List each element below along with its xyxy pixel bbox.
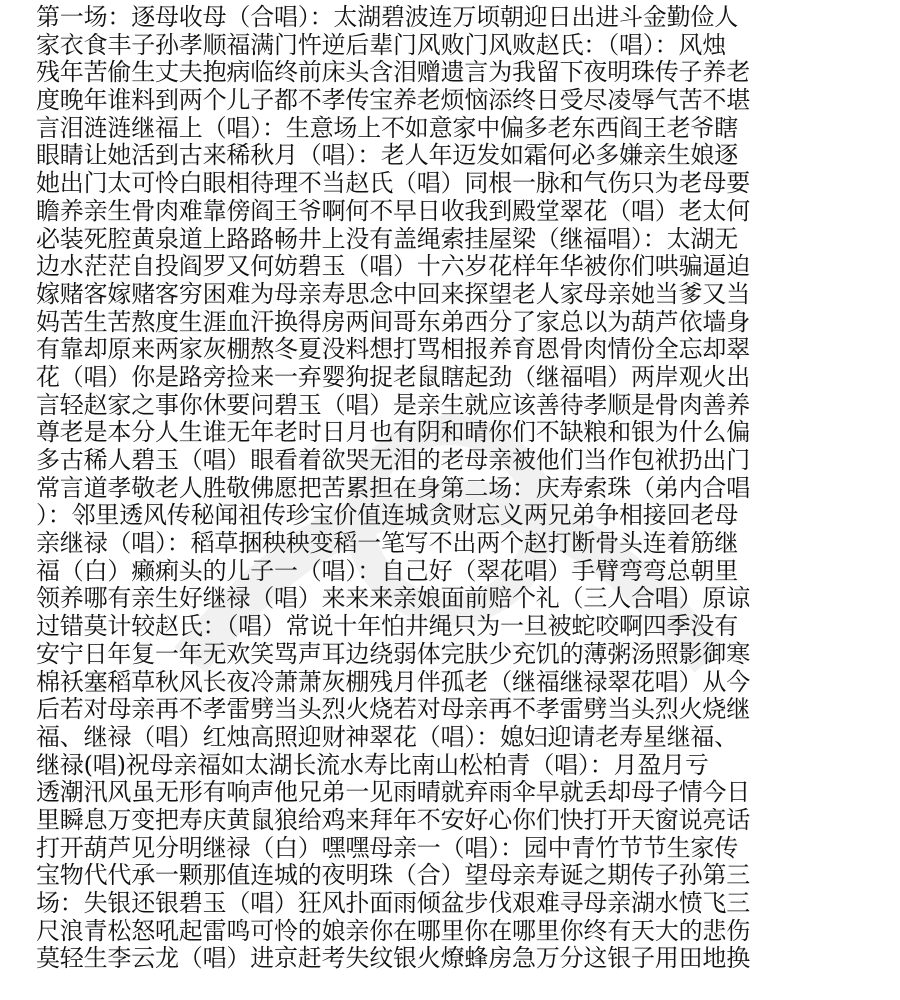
text-line: 尊老是本分人生谁无年老时日月也有阴和晴你们不缺粮和银为什么偏 [36, 419, 750, 447]
text-line: 福（白）癞痢头的儿子一（唱）：自己好（翠花唱）手臂弯弯总朝里 [36, 557, 738, 585]
text-line: 常言道孝敬老人胜敬佛愿把苦累担在身第二场：庆寿索珠（弟内合唱 [36, 474, 750, 502]
text-line: 继禄(唱)祝母亲福如太湖长流水寿比南山松柏青（唱）：月盈月亏 [36, 751, 709, 779]
text-line: 棉袄塞稻草秋风长夜冷萧萧灰棚残月伴孤老（继福继禄翠花唱）从今 [36, 668, 750, 696]
text-line: 亲继禄（唱）：稻草捆秧秧变稻一笔写不出两个赵打断骨头连着筋继 [36, 530, 738, 558]
text-line: 言泪涟涟继福上（唱）：生意场上不如意家中偏多老东西阎王老爷瞎 [36, 114, 738, 142]
text-line: 花（唱）你是路旁捡来一弃婴狗捉老鼠瞎起劲（继福唱）两岸观火出 [36, 363, 750, 391]
text-line: 眼睛让她活到古来稀秋月（唱）：老人年迈发如霜何必多嫌亲生娘逐 [36, 142, 738, 170]
text-line: 领养哪有亲生好继禄（唱）来来来亲娘面前赔个礼（三人合唱）原谅 [36, 585, 750, 613]
text-line: 度晚年谁料到两个儿子都不孝传宝养老烦恼添终日受尽凌辱气苦不堪 [36, 87, 750, 115]
text-line: 打开葫芦见分明继禄（白）嘿嘿母亲一（唱）：园中青竹节节生家传 [36, 834, 738, 862]
text-line: 透潮汛风虽无形有响声他兄弟一见雨晴就弃雨伞早就丢却母子情今日 [36, 779, 750, 807]
text-line: 多古稀人碧玉（唱）眼看着欲哭无泪的老母亲被他们当作包袱扔出门 [36, 447, 750, 474]
text-line: 她出门太可怜白眼相待理不当赵氏（唱）同根一脉和气伤只为老母要 [36, 170, 750, 198]
text-line: 嫁赌客嫁赌客穷困难为母亲寿思念中回来探望老人家母亲她当爹又当 [36, 280, 750, 308]
text-line: 残年苦偷生丈夫抱病临终前床头含泪赠遗言为我留下夜明珠传子养老 [36, 59, 750, 87]
document-page [36, 4, 876, 973]
text-line: 福、继禄（唱）红烛高照迎财神翠花（唱）：媳妇迎请老寿星继福、 [36, 723, 738, 751]
text-line: 言轻赵家之事你休要问碧玉（唱）是亲生就应该善待孝顺是骨肉善养 [36, 391, 750, 419]
text-line: 必装死腔黄泉道上路路畅井上没有盖绳索挂屋梁（继福唱）：太湖无 [36, 225, 738, 253]
text-line: 边水茫茫自投阎罗又何妨碧玉（唱）十六岁花样年华被你们哄骗逼迫 [36, 253, 750, 281]
text-line: ）：邻里透风传秘闻祖传珍宝价值连城贪财忘义两兄弟争相接回老母 [36, 502, 738, 530]
text-line: 第一场：逐母收母（合唱）：太湖碧波连万顷朝迎日出进斗金勤俭人 [36, 4, 738, 31]
text-line: 家衣食丰子孙孝顺福满门忤逆后辈门风败门风败赵氏：（唱）：风烛 [36, 31, 726, 59]
text-line: 尺浪青松怒吼起雷鸣可怜的娘亲你在哪里你在哪里你终有天大的悲伤 [36, 917, 750, 945]
text-line: 莫轻生李云龙（唱）进京赶考失纹银火燎蜂房急万分这银子用田地换 [36, 945, 750, 973]
text-line: 有靠却原来两家灰棚熬冬夏没料想打骂相报养育恩骨肉情份全忘却翠 [36, 336, 750, 364]
text-line: 宝物代代承一颗那值连城的夜明珠（合）望母亲寿诞之期传子孙第三 [36, 862, 750, 890]
text-line: 场：失银还银碧玉（唱）狂风扑面雨倾盆步伐艰难寻母亲湖水愤飞三 [36, 890, 750, 917]
text-line: 安宁日年复一年无欢笑骂声耳边绕弱体完肤少充饥的薄粥汤照影御寒 [36, 640, 750, 668]
text-line: 后若对母亲再不孝雷劈当头烈火烧若对母亲再不孝雷劈当头烈火烧继 [36, 696, 750, 724]
text-line: 过错莫计较赵氏：（唱）常说十年怕井绳只为一旦被蛇咬啊四季没有 [36, 613, 738, 641]
text-line: 瞻养亲生骨肉难靠傍阎王爷啊何不早日收我到殿堂翠花（唱）老太何 [36, 197, 750, 225]
text-line: 里瞬息万变把寿庆黄鼠狼给鸡来拜年不安好心你们快打开天窗说亮话 [36, 806, 750, 834]
text-line: 妈苦生苦熬度生涯血汗换得房两间哥东弟西分了家总以为葫芦依墙身 [36, 308, 750, 336]
